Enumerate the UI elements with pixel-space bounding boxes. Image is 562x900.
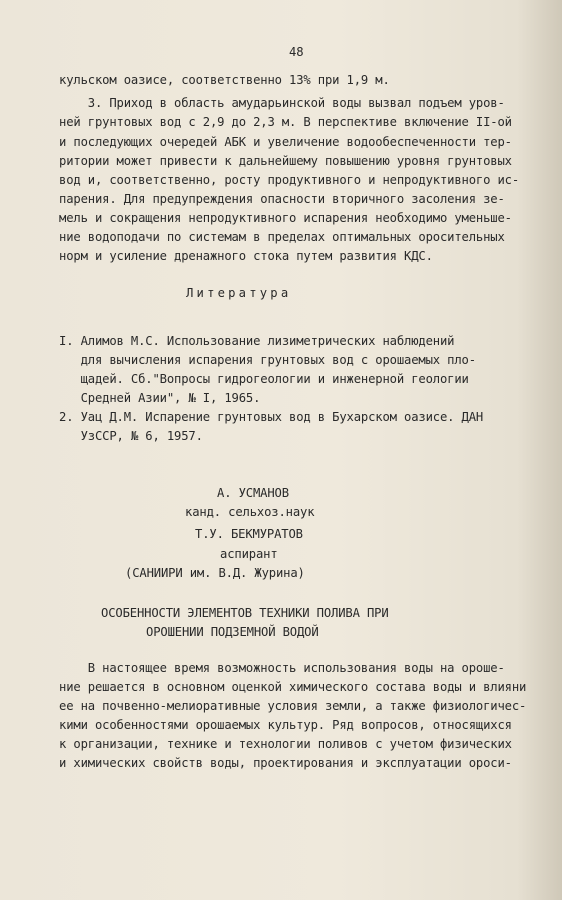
reference-line: для вычисления испарения грунтовых вод с орошаемых пло- [59,353,476,367]
reference-line: УзССР, № 6, 1957. [59,429,203,443]
body-line: и химических свойств воды, проектирования и эксплуатации ороси- [59,756,512,770]
body-line: парения. Для предупреждения опасности вторичного засоления зе- [59,192,505,206]
page-number: 48 [289,45,304,59]
article-title: ОСОБЕННОСТИ ЭЛЕМЕНТОВ ТЕХНИКИ ПОЛИВА ПРИ [101,606,389,620]
body-line: ние водоподачи по системам в пределах оптимальных оросительных [59,230,505,244]
reference-line: I. Алимов М.С. Использование лизиметрических наблюдений [59,334,455,348]
reference-line: Средней Азии", № I, 1965. [59,391,261,405]
author-degree: канд. сельхоз.наук [185,505,315,519]
author-position: аспирант [220,547,278,561]
author-affiliation: (САНИИРИ им. В.Д. Журина) [125,566,305,580]
reference-line: 2. Уац Д.М. Испарение грунтовых вод в Бухарском оазисе. ДАН [59,410,484,424]
article-title: ОРОШЕНИИ ПОДЗЕМНОЙ ВОДОЙ [146,625,319,639]
body-line: к организации, технике и технологии поливов с учетом физических [59,737,512,751]
body-line: ние решается в основном оценкой химического состава воды и влияни [59,680,527,694]
body-line: ритории может привести к дальнейшему повышению уровня грунтовых [59,154,512,168]
reference-line: щадей. Сб."Вопросы гидрогеологии и инженерной геологии [59,372,469,386]
body-line: 3. Приход в область амударьинской воды вызвал подъем уров- [59,96,505,110]
body-line: норм и усиление дренажного стока путем развития КДС. [59,249,433,263]
literature-heading: Литература [186,286,292,300]
body-line: В настоящее время возможность использования воды на ороше- [59,661,505,675]
author-name: Т.У. БЕКМУРАТОВ [195,527,303,541]
body-line: кульском оазисе, соответственно 13% при 1,9 м. [59,73,390,87]
body-line: вод и, соответственно, росту продуктивного и непродуктивного ис- [59,173,519,187]
body-line: кими особенностями орошаемых культур. Ряд вопросов, относящихся [59,718,512,732]
body-line: ней грунтовых вод с 2,9 до 2,3 м. В перспективе включение II-ой [59,115,512,129]
body-line: и последующих очередей АБК и увеличение водообеспеченности тер- [59,135,512,149]
body-line: ее на почвенно-мелиоративные условия земли, а также физиологичес- [59,699,527,713]
author-name: А. УСМАНОВ [217,486,289,500]
body-line: мель и сокращения непродуктивного испарения необходимо уменьше- [59,211,512,225]
